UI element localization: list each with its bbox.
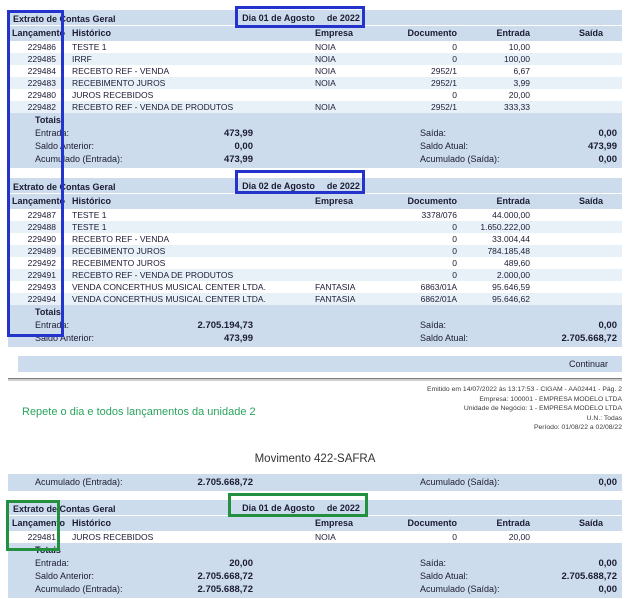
saida-label: Saída: xyxy=(420,320,447,330)
cell-lancamento: 229487 xyxy=(27,210,56,220)
cell-empresa xyxy=(307,257,392,269)
cell-saida xyxy=(545,89,622,101)
footer-emitted-line: Emitido em 14/07/2022 às 13:17:53 - CIGAM - AA02441 - Pág. 2 xyxy=(427,386,622,393)
table-row xyxy=(8,101,622,113)
cell-empresa xyxy=(307,221,392,233)
continue-button[interactable]: Continuar xyxy=(18,356,622,372)
column-header-documento: Documento xyxy=(407,196,457,206)
annotation-box-date-day2 xyxy=(235,170,365,194)
cell-historico: JUROS RECEBIDOS xyxy=(72,90,154,100)
saldo-anterior-label: Saldo Anterior: xyxy=(35,333,95,343)
column-header-empresa: Empresa xyxy=(315,517,354,528)
cell-lancamento: 229485 xyxy=(27,54,56,64)
acumulado-entrada-label: Acumulado (Entrada): xyxy=(35,154,123,164)
cell-documento: 0 xyxy=(452,246,457,256)
cell-entrada: 2.000,00 xyxy=(496,270,530,280)
cell-documento: 0 xyxy=(452,42,457,52)
cell-entrada: 489,60 xyxy=(504,258,530,268)
cell-entrada: 95.646,62 xyxy=(492,294,530,304)
cell-historico: RECEBTO REF - VENDA DE PRODUTOS xyxy=(72,102,234,112)
cell-empresa: NOIA xyxy=(315,54,336,64)
saida-value: 0,00 xyxy=(598,557,617,569)
cell-historico: IRRF xyxy=(72,54,92,64)
totals-row-entrada-saida xyxy=(8,557,622,570)
statement-section-day1 xyxy=(8,10,622,168)
cell-empresa xyxy=(307,89,392,101)
column-header-row xyxy=(8,516,622,531)
cell-saida xyxy=(545,65,622,77)
cell-saida xyxy=(545,221,622,233)
cell-empresa: NOIA xyxy=(315,42,336,52)
cell-lancamento: 229486 xyxy=(27,42,56,52)
cell-empresa: NOIA xyxy=(315,102,336,112)
cell-saida xyxy=(545,257,622,269)
acumulado-entrada-value: 2.705.688,72 xyxy=(197,583,253,595)
acumulado-entrada-label: Acumulado (Entrada): xyxy=(35,583,123,594)
cell-documento: 0 xyxy=(452,270,457,280)
column-header-entrada: Entrada xyxy=(496,196,530,206)
cell-entrada: 20,00 xyxy=(508,90,530,100)
column-header-row xyxy=(8,194,622,209)
totals-row-saldos xyxy=(8,570,622,583)
cell-entrada: 100,00 xyxy=(504,54,530,64)
totals-row-entrada-saida xyxy=(8,127,622,140)
cell-historico: VENDA CONCERTHUS MUSICAL CENTER LTDA. xyxy=(72,294,266,304)
table-body xyxy=(8,531,622,543)
cell-lancamento: 229489 xyxy=(27,246,56,256)
section-title: Extrato de Contas Geral xyxy=(13,14,116,24)
acumulado-saida-value: 0,00 xyxy=(598,583,617,595)
entrada-label: Entrada: xyxy=(35,557,70,568)
cell-saida xyxy=(545,209,622,221)
cell-saida xyxy=(545,233,622,245)
table-row xyxy=(8,41,622,53)
saida-value: 0,00 xyxy=(598,128,617,139)
cell-historico: RECEBIMENTO JUROS xyxy=(72,78,166,88)
cell-historico: RECEBTO REF - VENDA xyxy=(72,66,170,76)
annotation-box-lancamento-column xyxy=(7,10,64,337)
table-row xyxy=(8,531,622,543)
totals-row-saldos xyxy=(8,332,622,345)
cell-historico: TESTE 1 xyxy=(72,222,107,232)
acumulado-saida-value: 0,00 xyxy=(598,154,617,165)
totals-title: Totais xyxy=(35,544,61,555)
saldo-anterior-value: 2.705.668,72 xyxy=(197,570,253,582)
totals-row-entrada-saida xyxy=(8,319,622,332)
section-date-year: de 2022 xyxy=(326,13,360,23)
cell-documento: 6863/01A xyxy=(420,282,457,292)
totals-block xyxy=(8,543,622,598)
cell-empresa xyxy=(307,269,392,281)
cell-lancamento: 229488 xyxy=(27,222,56,232)
saida-value: 0,00 xyxy=(598,320,617,331)
cell-lancamento: 229491 xyxy=(27,270,56,280)
saldo-atual-value: 2.705.688,72 xyxy=(561,570,617,582)
table-body xyxy=(8,41,622,113)
cell-documento: 3378/076 xyxy=(421,210,457,220)
column-header-row xyxy=(8,26,622,41)
column-header-saida: Saída xyxy=(578,517,603,528)
cell-documento: 6862/01A xyxy=(420,294,457,304)
column-header-lancamento: Lançamento xyxy=(12,196,66,206)
column-header-empresa: Empresa xyxy=(315,196,354,206)
cell-saida xyxy=(545,269,622,281)
saldo-atual-value: 2.705.668,72 xyxy=(561,333,617,344)
cell-empresa: FANTASIA xyxy=(315,282,356,292)
totals-row-acumulado xyxy=(8,476,622,489)
entrada-value: 473,99 xyxy=(223,128,253,139)
cell-empresa xyxy=(307,209,392,221)
saldo-atual-label: Saldo Atual: xyxy=(420,570,469,581)
cell-empresa: FANTASIA xyxy=(315,294,356,304)
cell-historico: RECEBIMENTO JUROS xyxy=(72,246,166,256)
acumulado-entrada-label: Acumulado (Entrada): xyxy=(35,476,123,487)
saldo-anterior-label: Saldo Anterior: xyxy=(35,570,95,581)
cell-historico: VENDA CONCERTHUS MUSICAL CENTER LTDA. xyxy=(72,282,266,292)
cell-lancamento: 229493 xyxy=(27,282,56,292)
totals-block xyxy=(8,305,622,347)
cell-documento: 0 xyxy=(452,531,457,542)
table-body xyxy=(8,209,622,305)
cell-documento: 2952/1 xyxy=(431,66,457,76)
footer-un-line: U.N.: Todas xyxy=(586,414,622,422)
column-header-entrada: Entrada xyxy=(496,28,530,38)
cell-historico: JUROS RECEBIDOS xyxy=(72,531,154,542)
column-header-empresa: Empresa xyxy=(315,28,354,38)
cell-lancamento: 229480 xyxy=(27,90,56,100)
entrada-label: Entrada: xyxy=(35,320,70,330)
table-row xyxy=(8,209,622,221)
cell-historico: RECEBTO REF - VENDA xyxy=(72,234,170,244)
saida-label: Saída: xyxy=(420,557,447,568)
table-row xyxy=(8,233,622,245)
cell-documento: 0 xyxy=(452,234,457,244)
cell-saida xyxy=(545,531,622,543)
footer-company-line: Empresa: 100001 - EMPRESA MODELO LTDA xyxy=(479,395,622,403)
cell-entrada: 20,00 xyxy=(508,531,530,542)
cell-entrada: 44.000,00 xyxy=(492,210,530,220)
totals-title: Totais xyxy=(35,115,61,125)
cell-saida xyxy=(545,281,622,293)
totals-title: Totais xyxy=(35,307,61,317)
table-row xyxy=(8,293,622,305)
column-header-historico: Histórico xyxy=(72,28,112,38)
cell-documento: 0 xyxy=(452,222,457,232)
cell-empresa xyxy=(307,233,392,245)
acumulado-saida-label: Acumulado (Saída): xyxy=(420,154,500,164)
section-date-year: de 2022 xyxy=(326,502,360,513)
section-date-year: de 2022 xyxy=(326,181,360,191)
cell-documento: 0 xyxy=(452,90,457,100)
table-row xyxy=(8,221,622,233)
section-date-day: Dia 02 de Agosto xyxy=(242,181,315,191)
cell-documento: 2952/1 xyxy=(431,102,457,112)
accumulated-band xyxy=(8,474,622,491)
page-divider xyxy=(8,378,622,381)
cell-saida xyxy=(545,293,622,305)
cell-saida xyxy=(545,53,622,65)
cell-entrada: 95.646,59 xyxy=(492,282,530,292)
column-header-documento: Documento xyxy=(407,517,457,528)
cell-historico: TESTE 1 xyxy=(72,210,107,220)
column-header-saida: Saída xyxy=(578,196,603,206)
saldo-atual-label: Saldo Atual: xyxy=(420,333,469,343)
section-date-day: Dia 01 de Agosto xyxy=(242,13,315,23)
saldo-anterior-value: 0,00 xyxy=(234,141,253,152)
cell-historico: RECEBTO REF - VENDA DE PRODUTOS xyxy=(72,270,234,280)
section-title: Extrato de Contas Geral xyxy=(13,182,116,192)
acumulado-saida-value: 0,00 xyxy=(598,476,617,488)
column-header-entrada: Entrada xyxy=(496,517,530,528)
cell-historico: RECEBIMENTO JUROS xyxy=(72,258,166,268)
annotation-note: Repete o dia e todos lançamentos da unidade 2 xyxy=(22,406,256,418)
table-row xyxy=(8,245,622,257)
annotation-box-date-unit2 xyxy=(228,493,368,517)
saldo-atual-value: 473,99 xyxy=(587,141,617,152)
column-header-historico: Histórico xyxy=(72,196,112,206)
saldo-atual-label: Saldo Atual: xyxy=(420,141,469,151)
totals-block xyxy=(8,113,622,168)
totals-row-acumulado xyxy=(8,153,622,166)
spacer xyxy=(8,347,622,356)
cell-saida xyxy=(545,77,622,89)
saldo-anterior-label: Saldo Anterior: xyxy=(35,141,95,151)
cell-empresa: NOIA xyxy=(315,66,336,76)
entrada-value: 20,00 xyxy=(229,557,253,569)
column-header-documento: Documento xyxy=(407,28,457,38)
cell-saida xyxy=(545,101,622,113)
cell-saida xyxy=(545,245,622,257)
cell-entrada: 33.004,44 xyxy=(492,234,530,244)
cell-documento: 2952/1 xyxy=(431,78,457,88)
cell-lancamento: 229492 xyxy=(27,258,56,268)
cell-empresa: NOIA xyxy=(315,531,336,542)
table-row xyxy=(8,257,622,269)
table-row xyxy=(8,89,622,101)
cell-lancamento: 229483 xyxy=(27,78,56,88)
cell-entrada: 1.650.222,00 xyxy=(480,222,530,232)
cell-documento: 0 xyxy=(452,54,457,64)
table-row xyxy=(8,53,622,65)
acumulado-entrada-value: 473,99 xyxy=(223,154,253,165)
cell-lancamento: 229494 xyxy=(27,294,56,304)
totals-row-acumulado xyxy=(8,583,622,596)
cell-entrada: 333,33 xyxy=(504,102,530,112)
cell-lancamento: 229481 xyxy=(27,531,56,542)
cell-entrada: 10,00 xyxy=(508,42,530,52)
statement-section-day2 xyxy=(8,178,622,347)
section-title: Extrato de Contas Geral xyxy=(13,503,116,514)
column-header-historico: Histórico xyxy=(72,517,112,528)
table-row xyxy=(8,269,622,281)
annotation-box-date-day1 xyxy=(235,6,365,28)
cell-saida xyxy=(545,41,622,53)
entrada-label: Entrada: xyxy=(35,128,70,138)
cell-entrada: 784.185,48 xyxy=(487,246,530,256)
column-header-saida: Saída xyxy=(578,28,603,38)
cell-historico: TESTE 1 xyxy=(72,42,107,52)
cell-lancamento: 229484 xyxy=(27,66,56,76)
column-header-lancamento: Lançamento xyxy=(12,28,66,38)
totals-row-saldos xyxy=(8,140,622,153)
entrada-value: 2.705.194,73 xyxy=(197,320,253,331)
column-header-lancamento: Lançamento xyxy=(12,517,66,528)
table-row xyxy=(8,281,622,293)
section-date-day: Dia 01 de Agosto xyxy=(242,502,315,513)
acumulado-entrada-value: 2.705.668,72 xyxy=(197,476,253,488)
acumulado-saida-label: Acumulado (Saída): xyxy=(420,476,500,487)
movement-title: Movimento 422-SAFRA xyxy=(254,452,376,465)
acumulado-saida-label: Acumulado (Saída): xyxy=(420,583,500,594)
cell-documento: 0 xyxy=(452,258,457,268)
cell-empresa xyxy=(307,245,392,257)
saldo-anterior-value: 473,99 xyxy=(223,333,253,344)
cell-entrada: 3,99 xyxy=(513,78,530,88)
footer-period-line: Período: 01/08/22 a 02/08/22 xyxy=(533,424,622,431)
cell-lancamento: 229490 xyxy=(27,234,56,244)
table-row xyxy=(8,65,622,77)
footer-business-unit-line: Unidade de Negócio: 1 - EMPRESA MODELO LTDA xyxy=(463,405,622,412)
table-row xyxy=(8,77,622,89)
cell-empresa: NOIA xyxy=(315,78,336,88)
cell-lancamento: 229482 xyxy=(27,102,56,112)
cell-entrada: 6,67 xyxy=(513,66,530,76)
saida-label: Saída: xyxy=(420,128,447,138)
